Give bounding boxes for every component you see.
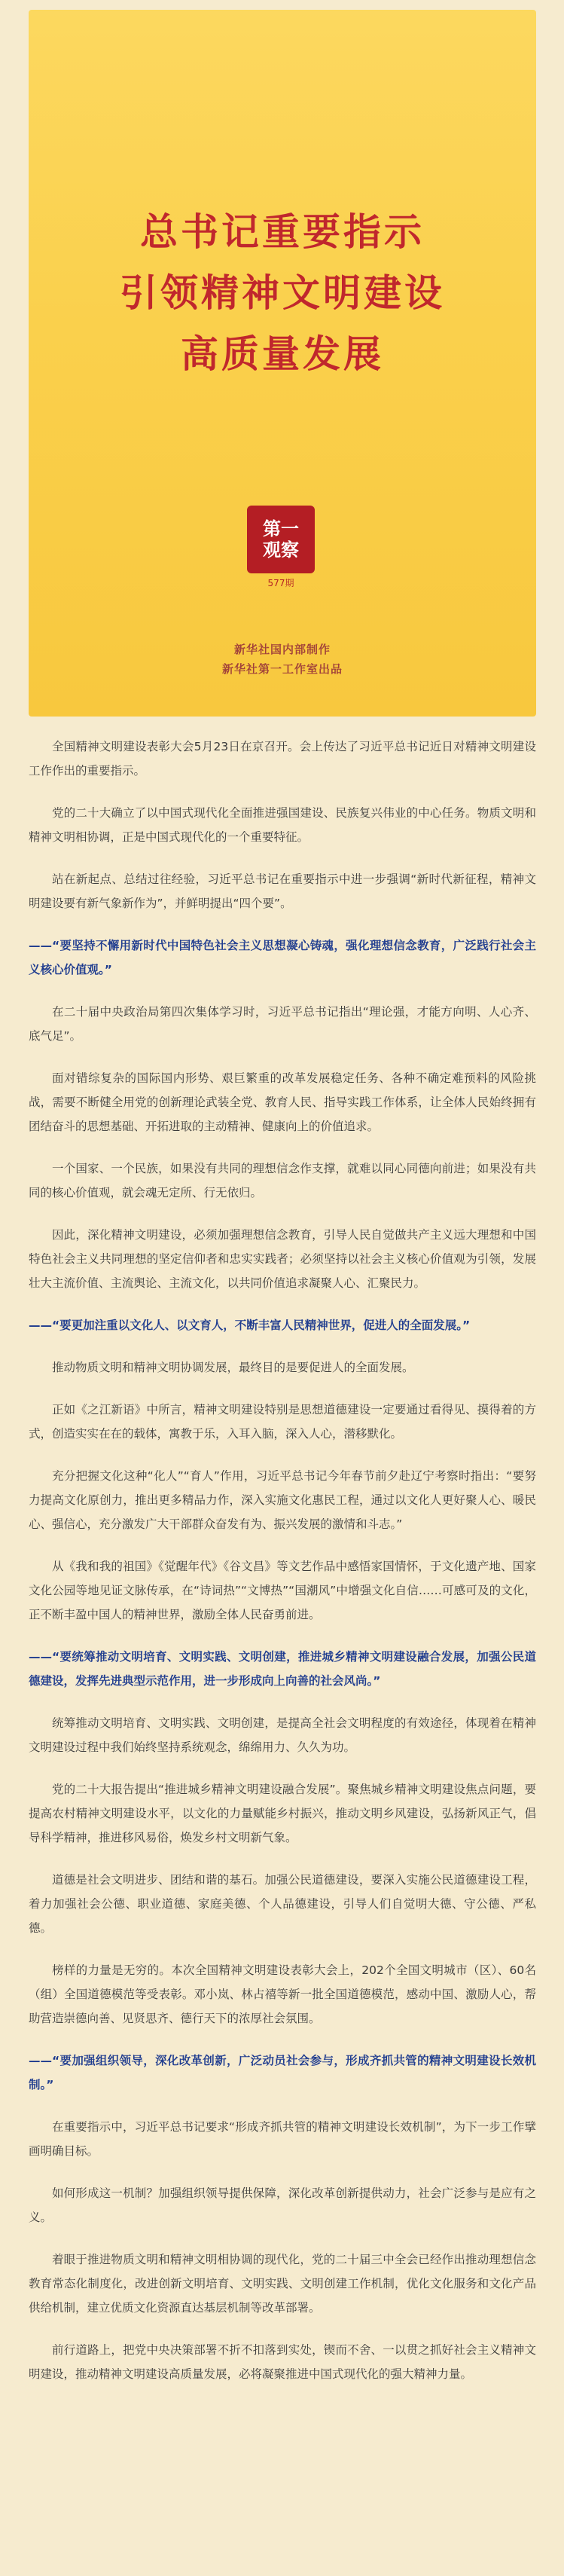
article-paragraph: 道德是社会文明进步、团结和谐的基石。加强公民道德建设，要深入实施公民道德建设工程，着力加强社会公德、职业道德、家庭美德、个人品德建设，引导人们自觉明大德、守公德、严私德。 — [29, 1873, 536, 1935]
article-paragraph: 从《我和我的祖国》《觉醒年代》《谷文昌》等文艺作品中感悟家国情怀，于文化遗产地、国家文化公园等地见证文脉传承，在“诗词热”“文博热”“国潮风”中增强文化自信……可感可及的文化，正不断丰盈中国人的精神世界，激励全体人民奋勇前进。 — [29, 1560, 536, 1621]
article-paragraph: 在二十届中央政治局第四次集体学习时，习近平总书记指出“理论强，才能方向明、人心齐、底气足”。 — [29, 1005, 536, 1043]
article-paragraph: 如何形成这一机制？加强组织领导提供保障，深化改革创新提供动力，社会广泛参与是应有之义。 — [29, 2186, 536, 2224]
poster-title-line-1: 总书记重要指示 — [140, 209, 425, 254]
poster-title-line-2: 引领精神文明建设 — [120, 270, 445, 315]
publisher-credit: 新华社第一工作室出品 — [221, 662, 343, 676]
article-paragraph: 全国精神文明建设表彰大会5月23日在京召开。会上传达了习近平总书记近日对精神文明建设工作作出的重要指示。 — [29, 740, 536, 778]
article-paragraph: 站在新起点、总结过往经验，习近平总书记在重要指示中进一步强调“新时代新征程，精神文明建设要有新气象新作为”，并鲜明提出“四个要”。 — [29, 872, 536, 910]
article-paragraph: 榜样的力量是无穷的。本次全国精神文明建设表彰大会上，202个全国文明城市（区）、60名（组）全国道德模范等受表彰。邓小岚、林占禧等新一批全国道德模范，感动中国、激励人心，帮助营造崇德向善、见贤思齐、德行天下的浓厚社会氛围。 — [29, 1963, 536, 2025]
article-paragraph: 着眼于推进物质文明和精神文明相协调的现代化，党的二十届三中全会已经作出推动理想信念教育常态化制度化，改进创新文明培育、文明实践、文明创建工作机制，优化文化服务和文化产品供给机制，建立优质文化资源直达基层机制等改革部署。 — [29, 2253, 536, 2315]
article-paragraph: 在重要指示中，习近平总书记要求“形成齐抓共管的精神文明建设长效机制”，为下一步工作擘画明确目标。 — [29, 2120, 536, 2158]
article-paragraph: 正如《之江新语》中所言，精神文明建设特别是思想道德建设一定要通过看得见、摸得着的方式，创造实实在在的载体，寓教于乐，入耳入脑，深入人心，潜移默化。 — [29, 1403, 536, 1441]
producer-credit: 新华社国内部制作 — [233, 643, 331, 656]
article-paragraph: 党的二十大报告提出“推进城乡精神文明建设融合发展”。聚焦城乡精神文明建设焦点问题，要提高农村精神文明建设水平，以文化的力量赋能乡村振兴，推动文明乡风建设，弘扬新风正气，倡导科学精神，推进移风易俗，焕发乡村文明新气象。 — [29, 1783, 536, 1844]
article-paragraph: 推动物质文明和精神文明协调发展，最终目的是要促进人的全面发展。 — [52, 1361, 414, 1374]
article-paragraph: 面对错综复杂的国际国内形势、艰巨繁重的改革发展稳定任务、各种不确定难预料的风险挑战，需要不断健全用党的创新理论武装全党、教育人民、指导实践工作体系，让全体人民始终拥有团结奋斗的思想基础、开拓进取的主动精神、健康向上的价值追求。 — [29, 1071, 536, 1133]
key-quote: ——“要加强组织领导，深化改革创新，广泛动员社会参与，形成齐抓共管的精神文明建设长效机制。” — [29, 2054, 536, 2092]
article-paragraph: 前行道路上，把党中央决策部署不折不扣落到实处，锲而不舍、一以贯之抓好社会主义精神文明建设，推动精神文明建设高质量发展，必将凝聚推进中国式现代化的强大精神力量。 — [29, 2343, 536, 2381]
cover-poster — [29, 10, 536, 717]
poster-title-line-3: 高质量发展 — [181, 332, 384, 376]
seal-text: 第一观察 — [263, 518, 299, 561]
key-quote: ——“要更加注重以文化人、以文育人，不断丰富人民精神世界，促进人的全面发展。” — [29, 1319, 471, 1332]
article-paragraph: 充分把握文化这种“化人”“育人”作用，习近平总书记今年春节前夕赴辽宁考察时指出：“要努力提高文化原创力，推出更多精品力作，深入实施文化惠民工程，通过以文化人更好聚人心、暖民心、强信心，充分激发广大干部群众奋发有为、振兴发展的激情和斗志。” — [29, 1469, 536, 1531]
article-paragraph: 因此，深化精神文明建设，必须加强理想信念教育，引导人民自觉做共产主义远大理想和中国特色社会主义共同理想的坚定信仰者和忠实实践者；必须坚持以社会主义核心价值观为引领，发展壮大主流价值、主流舆论、主流文化，以共同价值追求凝聚人心、汇聚民力。 — [29, 1228, 536, 1290]
article-paragraph: 统筹推动文明培育、文明实践、文明创建，是提高全社会文明程度的有效途径，体现着在精神文明建设过程中我们始终坚持系统观念，绵绵用力、久久为功。 — [29, 1716, 536, 1754]
key-quote: ——“要统筹推动文明培育、文明实践、文明创建，推进城乡精神文明建设融合发展，加强公民道德建设，发挥先进典型示范作用，进一步形成向上向善的社会风尚。” — [29, 1650, 536, 1688]
key-quote: ——“要坚持不懈用新时代中国特色社会主义思想凝心铸魂，强化理想信念教育，广泛践行社会主义核心价值观。” — [29, 939, 536, 976]
article-body — [29, 735, 536, 2404]
article-paragraph: 一个国家、一个民族，如果没有共同的理想信念作支撑，就难以同心同德向前进；如果没有共同的核心价值观，就会魂无定所、行无依归。 — [29, 1162, 536, 1199]
article-paragraph: 党的二十大确立了以中国式现代化全面推进强国建设、民族复兴伟业的中心任务。物质文明和精神文明相协调，正是中国式现代化的一个重要特征。 — [29, 806, 536, 844]
issue-number: 577期 — [267, 578, 294, 588]
column-seal-logo — [247, 506, 315, 573]
